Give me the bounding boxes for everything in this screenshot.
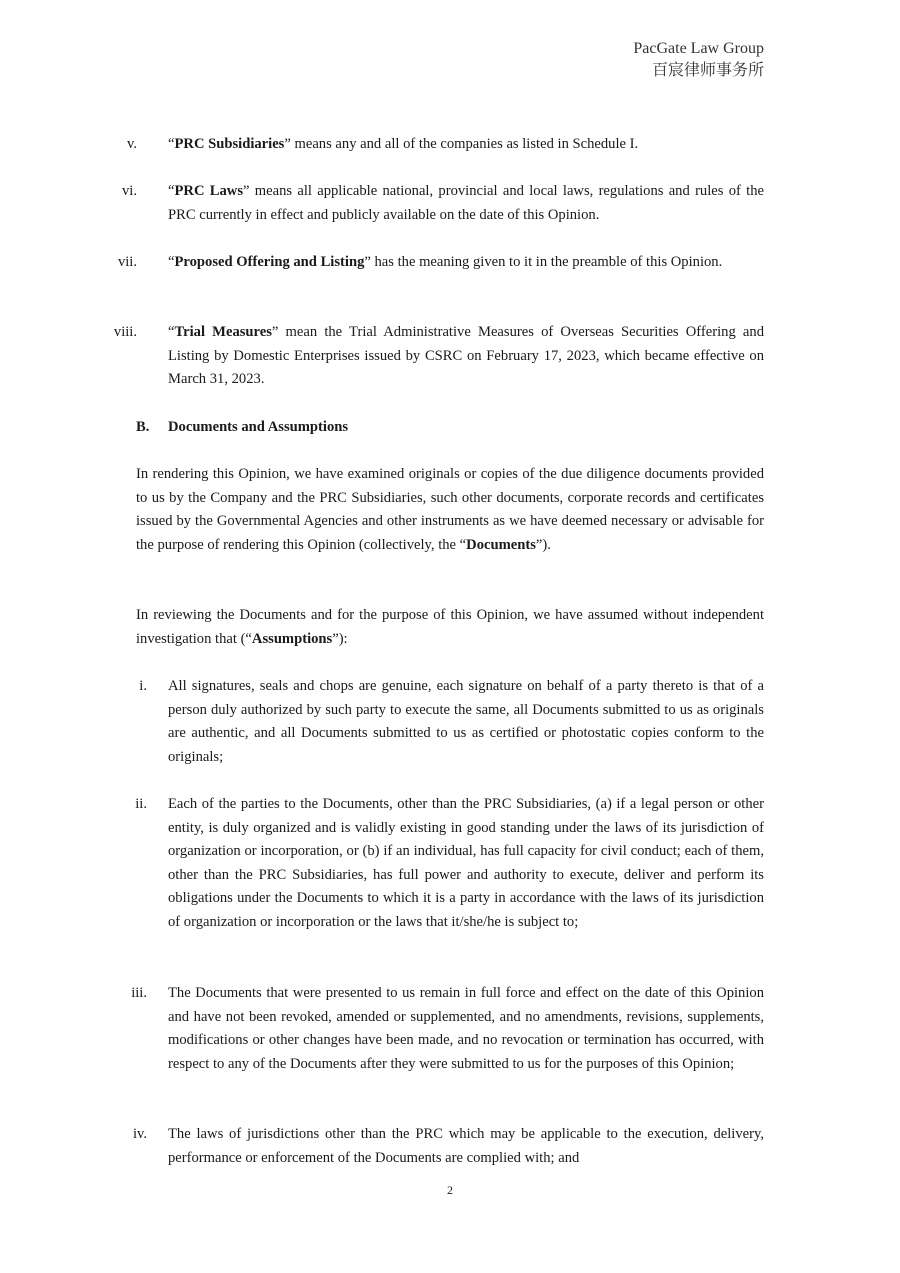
- defined-term: PRC Laws: [174, 183, 244, 199]
- section-heading: [136, 416, 348, 440]
- item-number: i.: [139, 678, 147, 694]
- item-number: ii.: [135, 796, 147, 812]
- definition-text: ” means all applicable national, provincial and local laws, regulations and rules of the PRC currently in effect and publicly available on the date of this Opinion.: [168, 183, 764, 223]
- assumption-text: The Documents that were presented to us remain in full force and effect on the date of this Opinion and have not been revoked, amended or supplemented, and no amendments, revisions, supplements, modifications or other changes have been made, and no revocation or termination has occurred, with respect to any of the Documents after they were submitted to us for the purposes of this Opinion;: [168, 985, 764, 1072]
- page-number: 2: [447, 1183, 453, 1197]
- firm-name-cn: 百宸律师事务所: [651, 62, 764, 79]
- item-number: viii.: [113, 324, 137, 340]
- section-title: Documents and Assumptions: [168, 419, 349, 435]
- assumption-text: Each of the parties to the Documents, other than the PRC Subsidiaries, (a) if a legal person or other entity, is duly organized and is validly existing in good standing under the laws of its jurisdiction of organization or incorporation, or (b) if an individual, has full capacity for civil conduct; each of them, other than the PRC Subsidiaries, has full power and authority to execute, deliver and perform its obligations under the Documents to which it is a party in accordance with the laws of its jurisdiction of organization or incorporation or the laws that it/she/he is subject to;: [168, 796, 764, 930]
- firm-name-en: PacGate Law Group: [633, 40, 764, 57]
- item-number: iii.: [131, 985, 147, 1001]
- definition-text: ” has the meaning given to it in the preamble of this Opinion.: [364, 254, 723, 270]
- item-number: vii.: [117, 254, 137, 270]
- item-number: vi.: [122, 183, 137, 199]
- defined-term: Assumptions: [251, 630, 333, 647]
- definition-text: ” mean the Trial Administrative Measures of Overseas Securities Offering and Listing by Domestic Enterprises issued by CSRC on February 17, 2023, which became effective on March 31, 2023.: [168, 324, 764, 388]
- item-number: iv.: [132, 1126, 147, 1142]
- assumption-text: The laws of jurisdictions other than the PRC which may be applicable to the execution, delivery, performance or enforcement of the Documents are complied with; and: [168, 1126, 764, 1166]
- paragraph-assumptions: In reviewing the Documents and for the purpose of this Opinion, we have assumed without independent investigation that (“Assumptions”):: [136, 607, 764, 647]
- definition-text: ” means any and all of the companies as listed in Schedule I.: [284, 136, 639, 152]
- item-number: v.: [127, 136, 137, 152]
- defined-term: Trial Measures: [174, 324, 272, 340]
- defined-term: Proposed Offering and Listing: [174, 254, 365, 270]
- page-header: [633, 38, 764, 82]
- defined-term: PRC Subsidiaries: [174, 136, 285, 152]
- defined-term: Documents: [466, 536, 536, 553]
- assumption-text: All signatures, seals and chops are genuine, each signature on behalf of a party thereto is that of a person duly authorized by such party to execute the same, all Documents submitted to us as originals are authentic, and all Documents submitted to us as certified or photostatic copies conform to the originals;: [168, 678, 764, 765]
- section-letter: B.: [136, 419, 150, 435]
- paragraph-documents: In rendering this Opinion, we have examined originals or copies of the due diligence documents provided to us by the Company and the PRC Subsidiaries, such other documents, corporate records and certificates issued by the Governmental Agencies and other instruments as we have deemed necessary or advisable for the purpose of rendering this Opinion (collectively, the “Documents”).: [136, 466, 764, 553]
